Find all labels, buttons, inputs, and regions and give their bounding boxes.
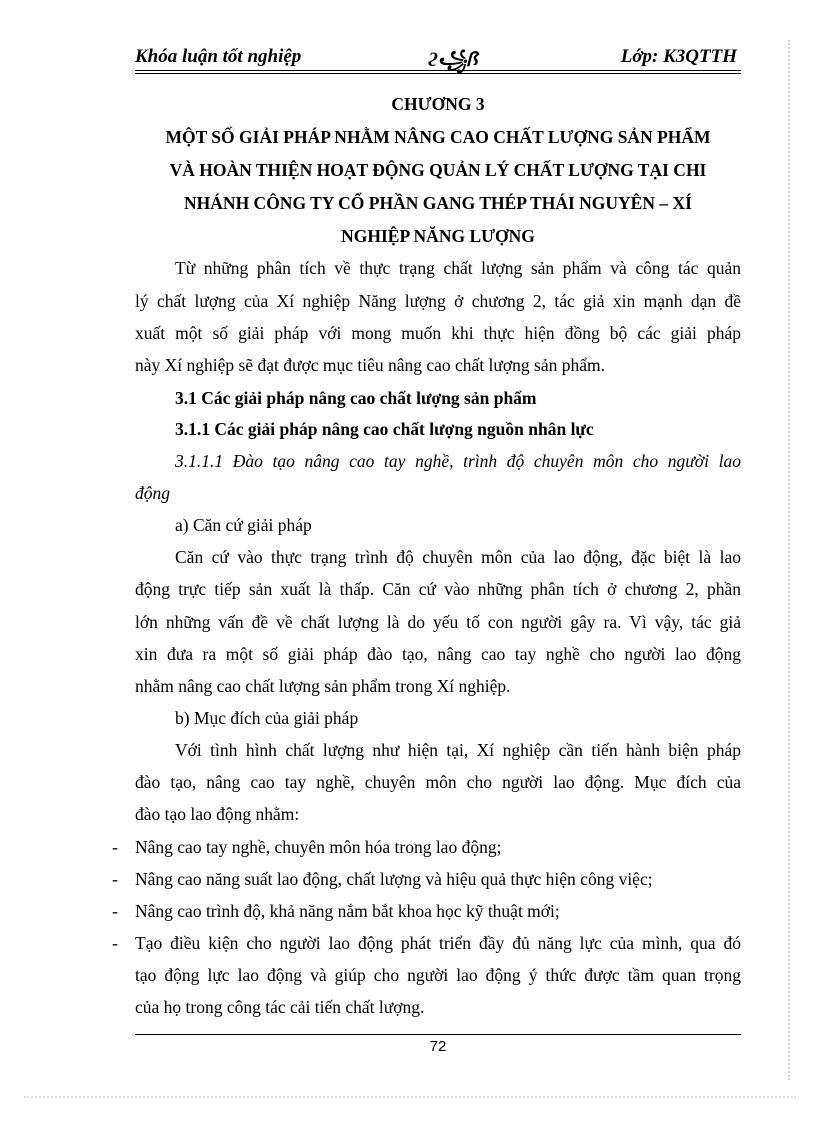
part-a-line: nhằm nâng cao chất lượng sản phẩm trong Xí nghiệp. (135, 676, 511, 696)
intro-line: Từ những phân tích về thực trạng chất lượng sản phẩm và công tác quản (175, 258, 741, 278)
part-a-line: lớn những vấn đề về chất lượng là do yếu tố con người gây ra. Vì vậy, tác giả (135, 612, 741, 632)
intro-line: này Xí nghiệp sẽ đạt được mục tiêu nâng cao chất lượng sản phẩm. (135, 355, 605, 375)
bullet-dash: - (112, 933, 118, 953)
intro-line: xuất một số giải pháp với mong muốn khi thực hiện đồng bộ các giải pháp (135, 323, 741, 343)
subsection-heading-3-1-1-1: động (135, 483, 170, 503)
part-b-line: đào tạo, nâng cao tay nghề, chuyên môn cho người lao động. Mục đích của (135, 772, 741, 792)
bullet-item-continued: tạo động lực lao động và giúp cho người lao động ý thức được tầm quan trọng (135, 965, 741, 985)
bullet-dash: - (112, 837, 118, 857)
part-b-heading: b) Mục đích của giải pháp (175, 708, 359, 728)
part-a-heading: a) Căn cứ giải pháp (175, 515, 312, 535)
chapter-title-line: MỘT SỐ GIẢI PHÁP NHẰM NÂNG CAO CHẤT LƯỢNG SẢN PHẨM (165, 127, 711, 147)
header-class-label: Lớp: K3QTTH (620, 46, 737, 67)
footer-rule (135, 1034, 741, 1035)
bullet-item: Nâng cao tay nghề, chuyên môn hóa trong lao động; (135, 837, 502, 857)
header-rule (135, 70, 741, 74)
part-a-line: động trực tiếp sản xuất là thấp. Căn cứ vào những phân tích ở chương 2, phần (135, 579, 741, 599)
bullet-dash: - (112, 901, 118, 921)
chapter-title-line: NHÁNH CÔNG TY CỔ PHẦN GANG THÉP THÁI NGUYÊN – XÍ (184, 193, 692, 213)
bullet-dash: - (112, 869, 118, 889)
bullet-item: Nâng cao trình độ, khả năng nắm bắt khoa học kỹ thuật mới; (135, 901, 560, 921)
intro-line: lý chất lượng của Xí nghiệp Năng lượng ở chương 2, tác giả xin mạnh dạn đề (135, 291, 741, 311)
header-ornament-icon: ϩ꧁ꟗ (427, 50, 477, 71)
part-a-line: Căn cứ vào thực trạng trình độ chuyên môn của lao động, đặc biệt là lao (175, 547, 741, 567)
chapter-number: CHƯƠNG 3 (391, 94, 485, 114)
page-header (135, 46, 741, 72)
part-b-line: đào tạo lao động nhằm: (135, 804, 300, 824)
subsection-heading-3-1-1-1: 3.1.1.1 Đào tạo nâng cao tay nghề, trình độ chuyên môn cho người lao (175, 451, 741, 471)
chapter-title-line: NGHIỆP NĂNG LƯỢNG (341, 226, 535, 246)
bullet-item-continued: của họ trong công tác cải tiến chất lượng. (135, 997, 425, 1017)
chapter-title-line: VÀ HOÀN THIỆN HOẠT ĐỘNG QUẢN LÝ CHẤT LƯỢNG TẠI CHI (169, 160, 707, 180)
part-a-line: xin đưa ra một số giải pháp đào tạo, nâng cao tay nghề cho người lao động (135, 644, 741, 664)
page-border (788, 40, 790, 1080)
header-thesis-label: Khóa luận tốt nghiệp (135, 46, 302, 67)
bullet-item: Tạo điều kiện cho người lao động phát triển đầy đủ năng lực của mình, qua đó (135, 933, 741, 953)
section-heading-3-1: 3.1 Các giải pháp nâng cao chất lượng sản phẩm (175, 388, 537, 408)
page-border-bottom (24, 1096, 796, 1098)
section-heading-3-1-1: 3.1.1 Các giải pháp nâng cao chất lượng nguồn nhân lực (175, 419, 594, 439)
page-number: 72 (429, 1038, 447, 1055)
part-b-line: Với tình hình chất lượng như hiện tại, Xí nghiệp cần tiến hành biện pháp (175, 740, 741, 760)
bullet-item: Nâng cao năng suất lao động, chất lượng và hiệu quả thực hiện công việc; (135, 869, 653, 889)
